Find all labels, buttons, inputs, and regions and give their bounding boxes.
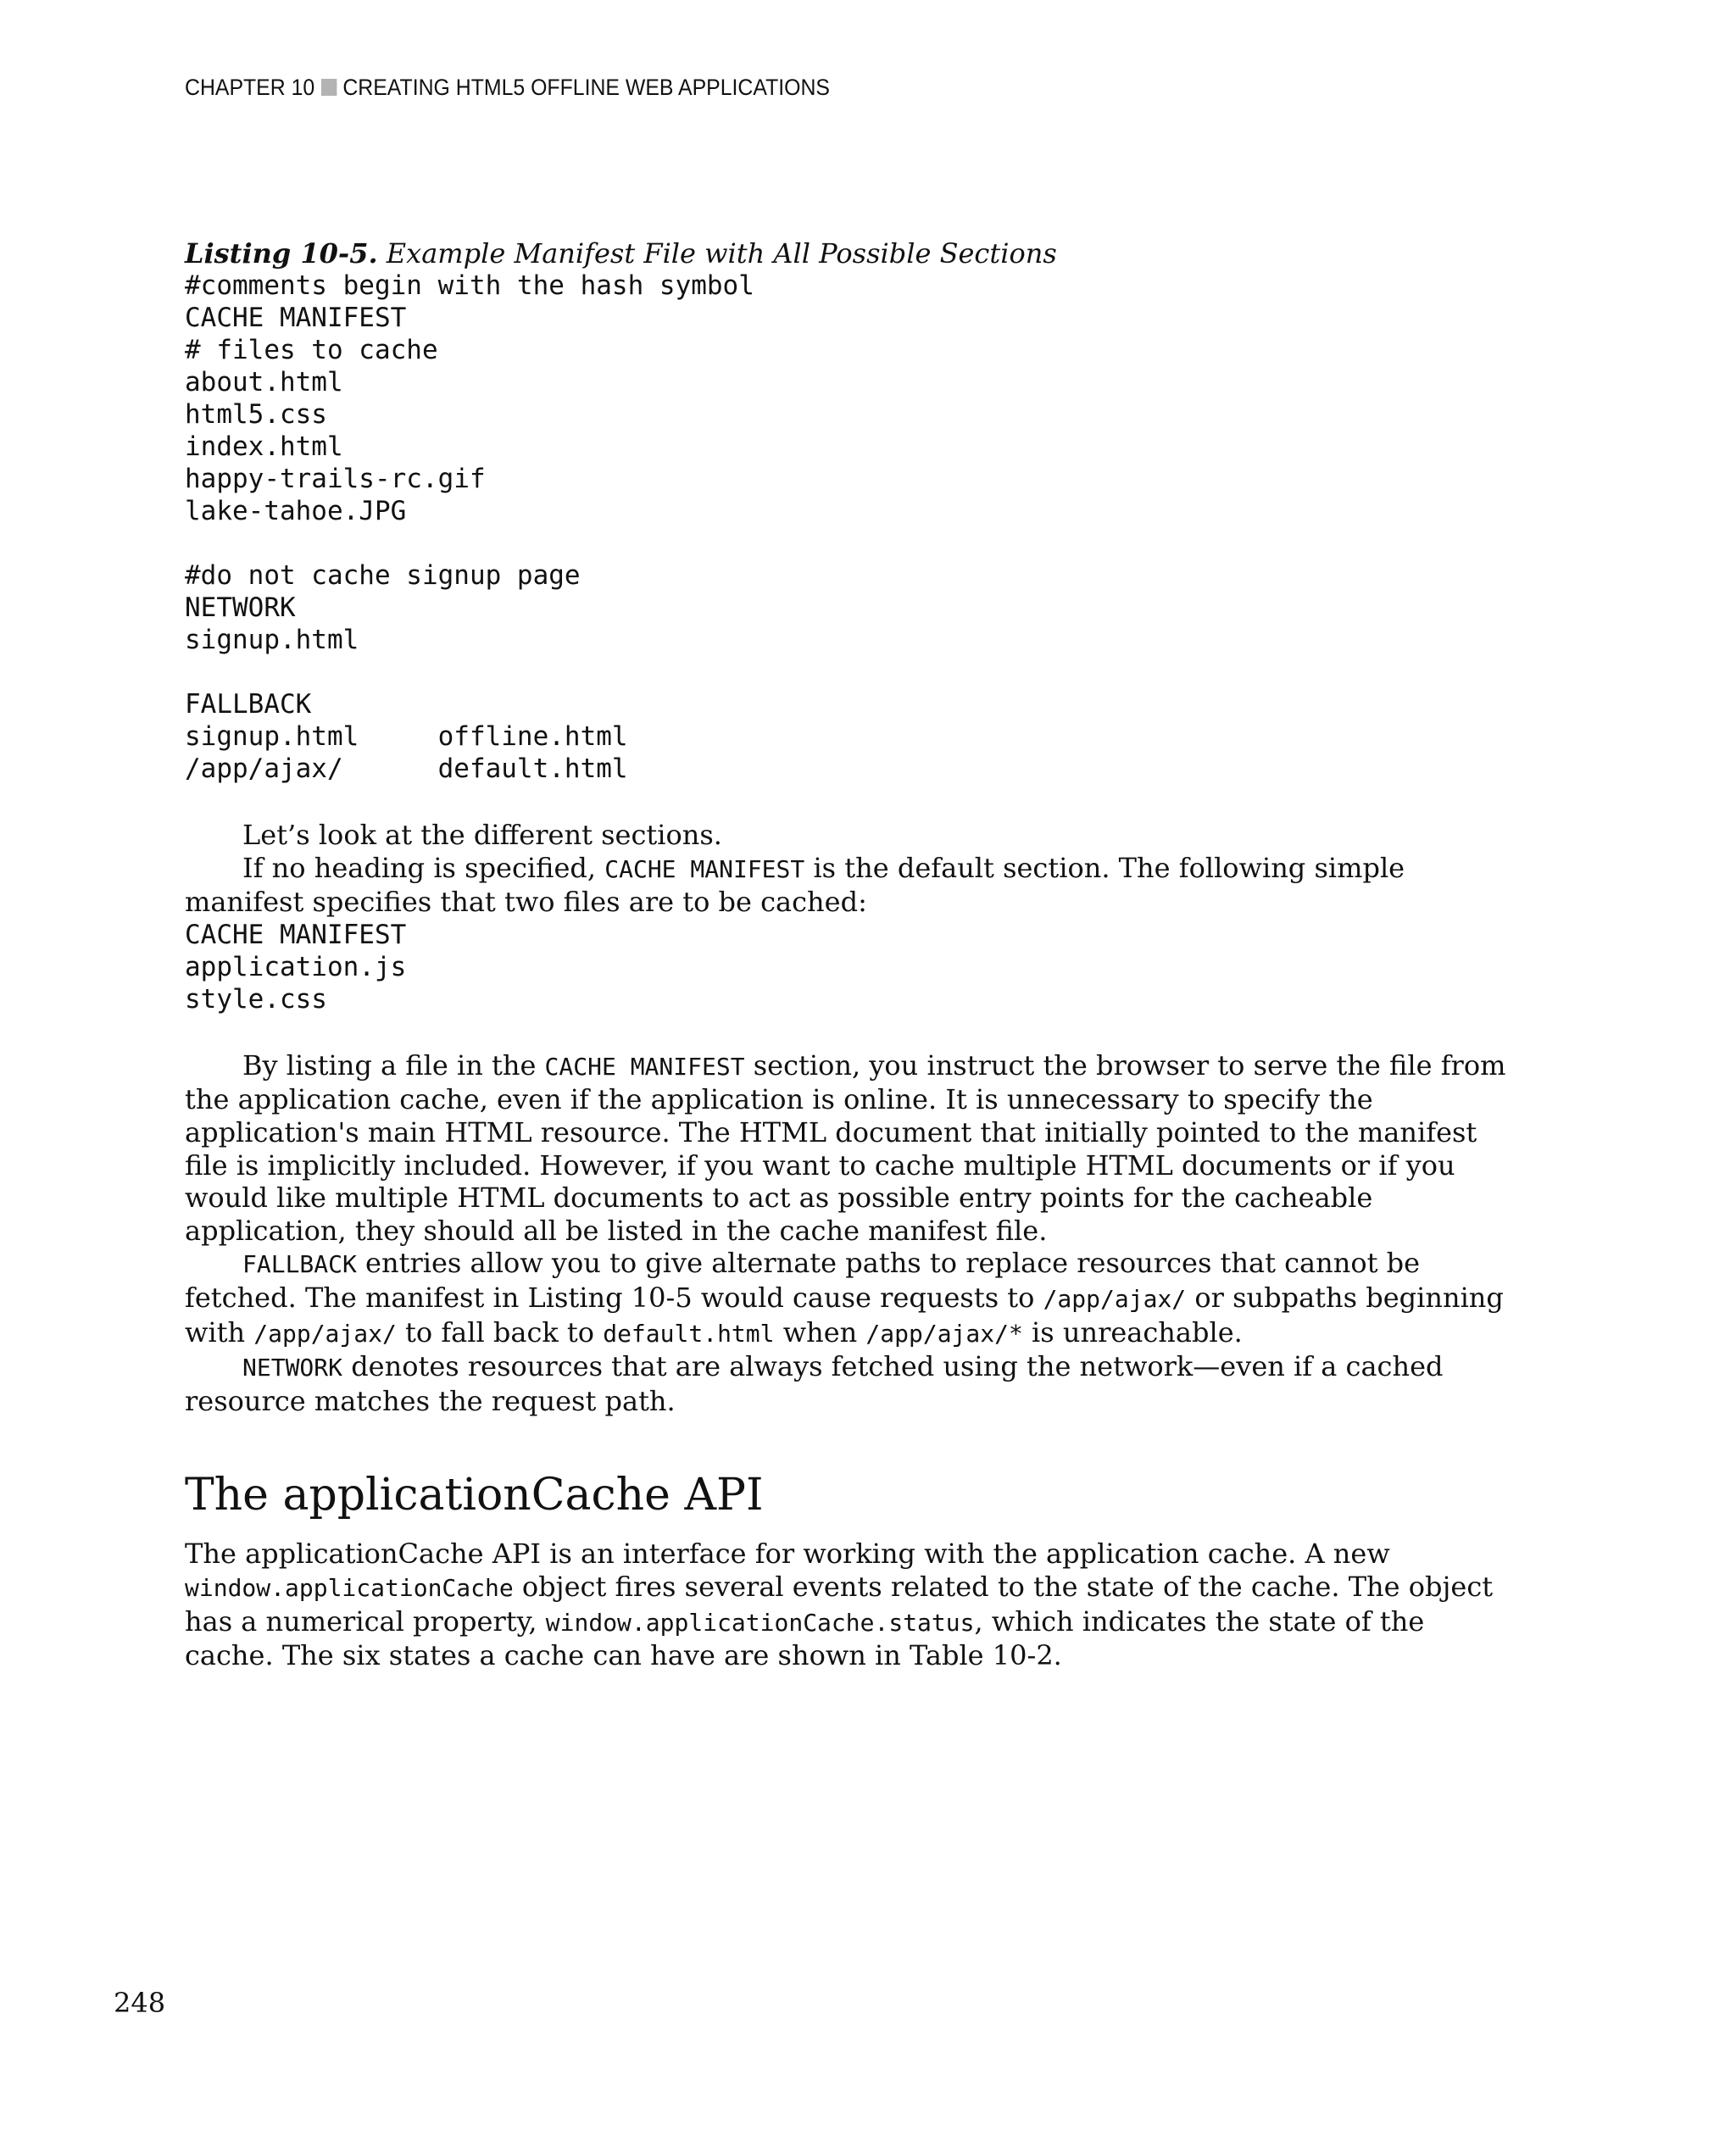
chapter-title: CREATING HTML5 OFFLINE WEB APPLICATIONS <box>342 75 830 100</box>
inline-code: window.applicationCache.status <box>545 1608 975 1637</box>
paragraph-default-section: If no heading is specified, CACHE MANIFEST is the default section. The following simple manifest specifies that two files are to be cached: <box>185 851 1405 919</box>
header-separator-square <box>321 79 337 96</box>
listing-caption-text: Example Manifest File with All Possible Sections <box>386 237 1057 270</box>
listing-caption <box>185 237 1511 270</box>
paragraph-network: NETWORK denotes resources that are always fetched using the network—even if a cached resource matches the request path. <box>185 1350 1444 1417</box>
section-heading: The applicationCache API <box>185 1470 764 1521</box>
running-header <box>185 75 830 101</box>
paragraph-appcache-api: The applicationCache API is an interface for working with the application cache. A new window.applicationCache object fires several events related to the state of the cache. The object has a numerical property, window.applicationCache.status, which indicates the state of the cache. The six states a cache can have are shown in Table 10-2. <box>185 1538 1494 1672</box>
inline-code: default.html <box>603 1319 775 1348</box>
simple-manifest-code: CACHE MANIFEST application.js style.css <box>185 919 407 1015</box>
manifest-code-listing: #comments begin with the hash symbol CACHE MANIFEST # files to cache about.html html5.css index.html happy-trails-rc.gif lake-tahoe.JPG #do not cache signup page NETWORK signup.html FALLBACK signup.html offline.html /app/ajax/ default.html <box>185 270 754 784</box>
inline-code: CACHE MANIFEST <box>544 1052 745 1081</box>
inline-code: /app/ajax/* <box>865 1319 1023 1348</box>
inline-code: NETWORK <box>242 1354 343 1382</box>
page-content <box>185 237 1511 1672</box>
listing-label: Listing 10-5. <box>185 237 378 270</box>
paragraph-sections-intro: Let’s look at the different sections. <box>242 819 722 851</box>
manifest-details <box>185 1049 1511 1418</box>
paragraph-fallback: FALLBACK entries allow you to give alternate paths to replace resources that cannot be fetched. The manifest in Listing 10-5 would cause requests to /app/ajax/ or subpaths beginning with /app/ajax/ to fall back to default.html when /app/ajax/* is unreachable. <box>185 1247 1504 1349</box>
inline-code: window.applicationCache <box>185 1573 514 1602</box>
paragraph-cache-manifest: By listing a file in the CACHE MANIFEST section, you instruct the browser to serve the file from the application cache, even if the application is online. It is unnecessary to specify the application's main HTML resource. The HTML document that initially pointed to the manifest file is implicitly included. However, if you want to cache multiple HTML documents or if you would like multiple HTML documents to act as possible entry points for the cacheable application, they should all be listed in the cache manifest file. <box>185 1048 1506 1247</box>
inline-code: CACHE MANIFEST <box>604 854 805 883</box>
page-number: 248 <box>114 1987 166 2019</box>
chapter-label: CHAPTER 10 <box>185 75 315 100</box>
inline-code: /app/ajax/ <box>1043 1284 1187 1313</box>
inline-code: /app/ajax/ <box>253 1319 397 1348</box>
sections-explanation <box>185 819 1511 919</box>
inline-code: FALLBACK <box>242 1250 357 1279</box>
